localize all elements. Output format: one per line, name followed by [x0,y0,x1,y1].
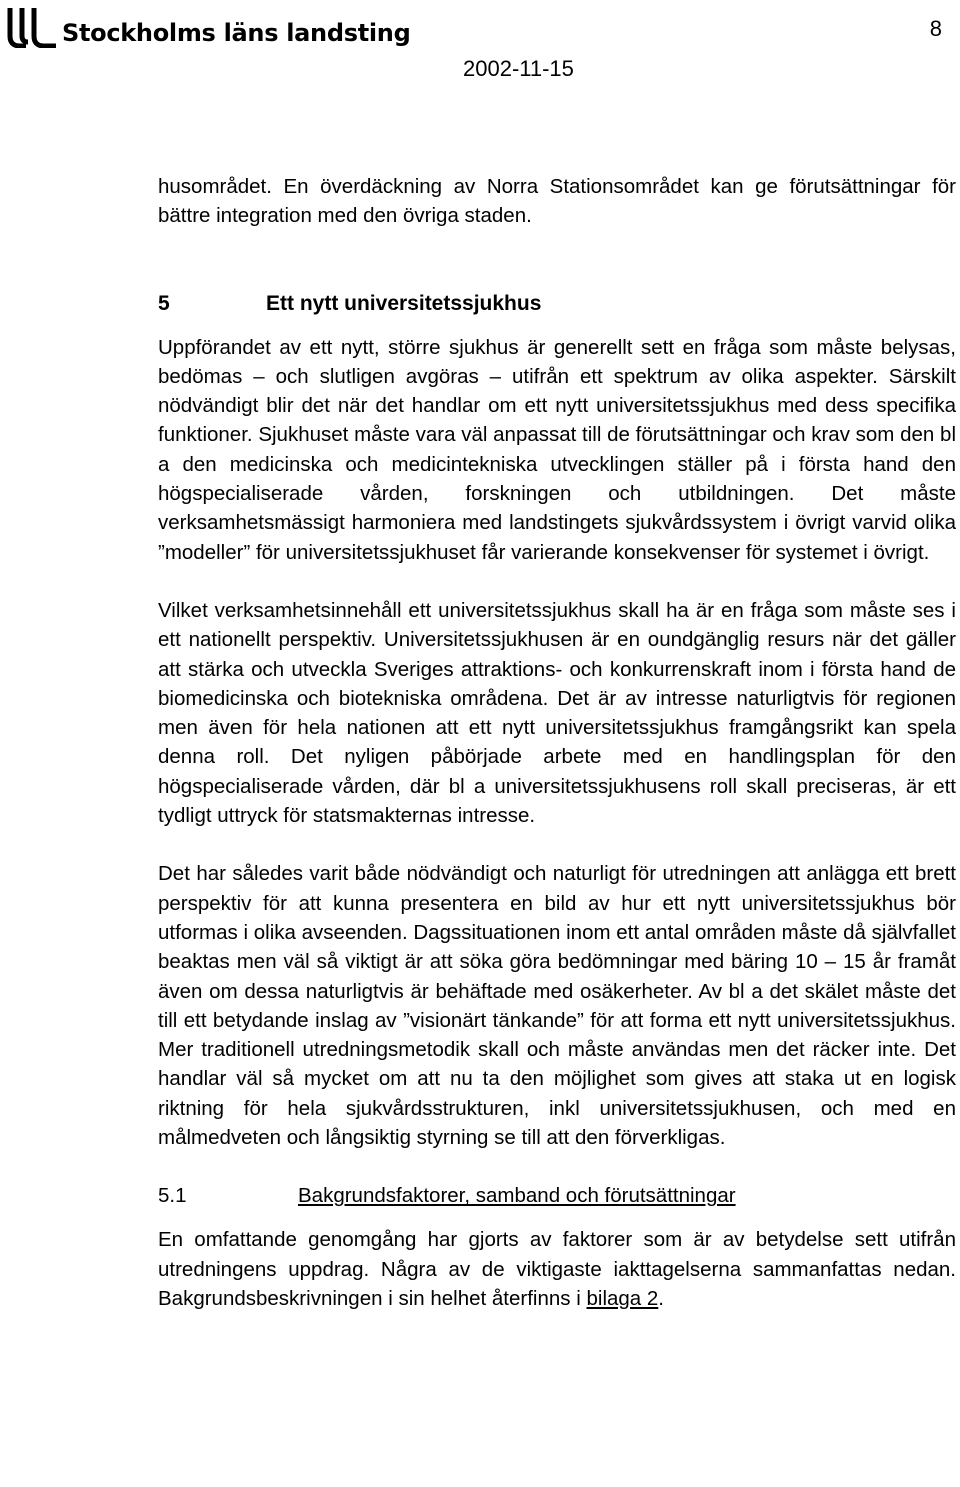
paragraph: Uppförandet av ett nytt, större sjukhus är generellt sett en fråga som måste belysas, bedömas – och slutligen avgöras – utifrån ett spektrum av olika aspekter. Särskilt nödvändigt blir det när det handlar om ett nytt universitetssjukhus med dess specifika funktioner. Sjukhuset måste vara väl anpassat till de förutsättningar och krav som den bl a den medicinska och medicintekniska utvecklingen ställer på i första hand den högspecialiserade vården, forskningen och utbildningen. Det måste verksamhetsmässigt harmoniera med landstingets sjukvårdssystem i övrigt varvid olika ”modeller” för universitetssjukhuset får varierande konsekvenser för systemet i övrigt. [158,335,956,564]
subsection-number: 5.1 [158,1184,187,1208]
appendix-link[interactable]: bilaga 2 [586,1286,659,1310]
paragraph: Vilket verksamhetsinnehåll ett universitetssjukhus skall ha är en fråga som måste ses i ett nationellt perspektiv. Universitetssjukhusen är en oundgänglig resurs när det gäller att stärka och utveckla Sveriges attraktions- och konkurrenskraft inom i första hand de biomedicinska och biotekniska områdena. Det är av intresse naturligtvis för regionen men även för hela nationen att ett nytt universitetssjukhus framgångsrikt kan spela denna roll. Det nyligen påbörjade arbete med en handlingsplan för den högspecialiserade vården, där bl a universitetssjukhusens roll skall preciseras, är ett tydligt uttryck för statsmakternas intresse. [158,598,956,828]
intro-paragraph: husområdet. En överdäckning av Norra Stationsområdet kan ge förutsättningar för bättre integration med den övriga staden. [158,175,956,228]
document-date: 2002-11-15 [463,56,574,81]
organization-name: Stockholms läns landsting [62,19,411,47]
page-number: 8 [929,16,942,41]
section-title: Ett nytt universitetssjukhus [266,291,542,315]
organization-logo [6,6,410,48]
page-header [0,0,960,90]
paragraph-text: En omfattande genomgång har gjorts av faktorer som är av betydelse sett utifrån utredningens uppdrag. Några av de viktigaste iakttagelserna sammanfattas nedan. Bakgrundsbeskrivningen i sin helhet återfinns i [158,1228,956,1310]
section-number: 5 [158,291,170,315]
subsection-heading [158,1181,956,1210]
paragraph-end: . [658,1286,664,1310]
section-heading [158,289,956,318]
paragraph: Det har således varit både nödvändigt och naturligt för utredningen att anlägga ett brett perspektiv för att kunna presentera en bild av hur ett nytt universitetssjukhus bör utformas i olika avseenden. Dagssituationen inom ett antal områden måste då självfallet beaktas men väl så viktigt är att söka göra bedömningar med bäring 10 – 15 år framåt även om dessa naturligtvis är behäftade med osäkerheter. Av bl a det skälet måste det till ett betydande inslag av ”visionärt tänkande” för att forma ett nytt universitetssjukhus. Mer traditionell utredningsmetodik skall och måste användas men det räcker inte. Det handlar väl så mycket om att nu ta den möjlighet som gives att staka ut en logisk riktning för hela sjukvårdsstrukturen, inkl universitetssjukhusen, och med en målmedveten och långsiktig styrning se till att den förverkligas. [158,862,956,1150]
landsting-crown-icon [6,6,58,48]
paragraph [158,1225,956,1313]
document-body [158,172,956,1313]
subsection-title: Bakgrundsfaktorer, samband och förutsättningar [298,1184,736,1208]
